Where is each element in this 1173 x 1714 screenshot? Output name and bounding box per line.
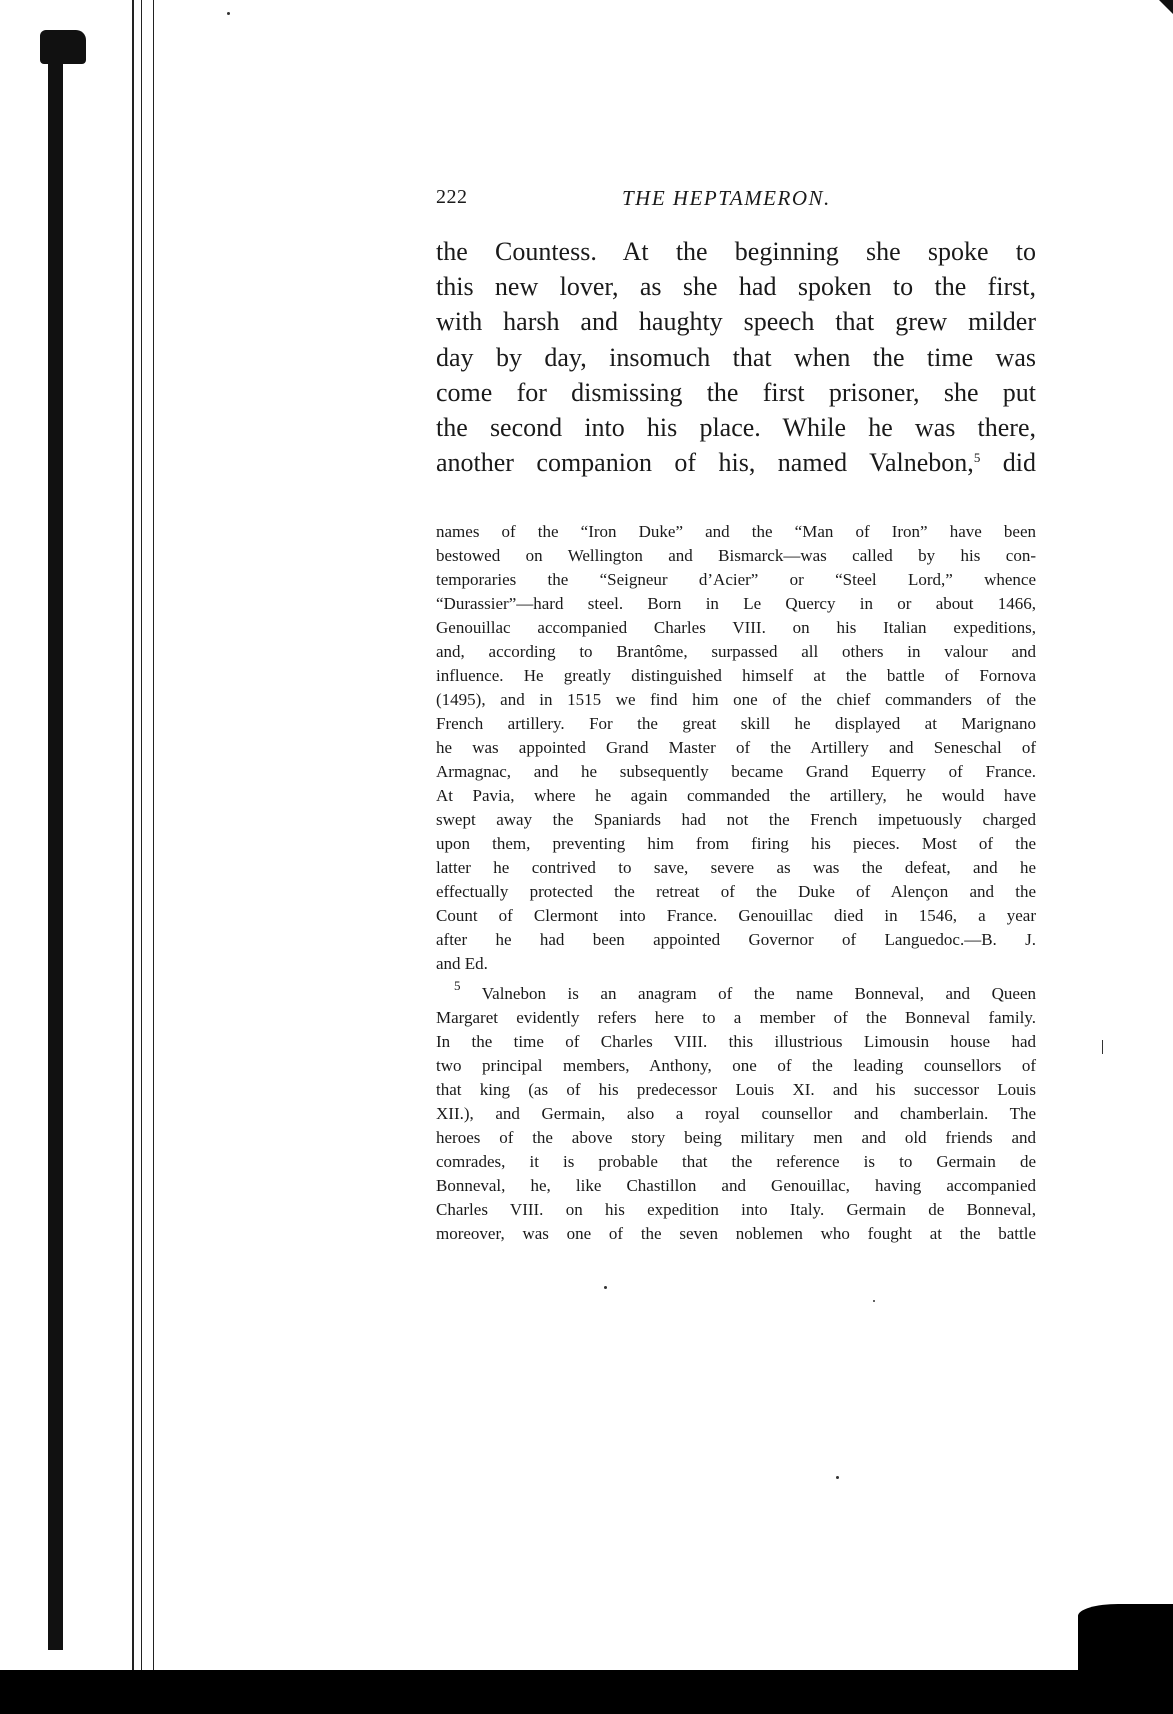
footnote-line: Genouillac accompanied Charles VIII. on his Italian expeditions,	[436, 618, 1036, 637]
binding-shadow	[40, 30, 86, 64]
footnote-line: that king (as of his predecessor Louis XI. and his successor Louis	[436, 1080, 1036, 1099]
footnote-line: Charles VIII. on his expedition into Italy. Germain de Bonneval,	[436, 1200, 1036, 1219]
binding-line	[132, 0, 134, 1700]
body-line: with harsh and haughty speech that grew milder	[436, 307, 1036, 337]
footnote-5	[436, 978, 1036, 1246]
body-line: day by day, insomuch that when the time was	[436, 342, 1036, 372]
footnote-line: moreover, was one of the seven noblemen who fought at the battle	[436, 1224, 1036, 1243]
book-title: THE HEPTAMERON.	[622, 186, 831, 210]
footnote-line: heroes of the above story being military men and old friends and	[436, 1128, 1036, 1147]
footnote-line: latter he contrived to save, severe as was the defeat, and he	[436, 858, 1036, 877]
body-line: come for dismissing the first prisoner, she put	[436, 377, 1036, 407]
binding-edge	[48, 60, 63, 1650]
footnote-continued	[436, 520, 1036, 976]
footnote-line: two principal members, Anthony, one of the leading counsellors of	[436, 1056, 1036, 1075]
running-head	[436, 186, 1040, 216]
footnote-line: temporaries the “Seigneur d’Acier” or “Steel Lord,” whence	[436, 570, 1036, 589]
footnote-line: and Ed.	[436, 954, 488, 973]
body-line: the second into his place. While he was there,	[436, 413, 1036, 443]
body-line-end: did	[980, 448, 1036, 478]
scan-corner	[1159, 0, 1173, 14]
footnote-reference: 5	[973, 450, 981, 466]
footnote-line: influence. He greatly distinguished himself at the battle of Fornova	[436, 666, 1036, 685]
footnote-line: bestowed on Wellington and Bismarck—was called by his con-	[436, 546, 1036, 565]
footnote-line: XII.), and Germain, also a royal counsellor and chamberlain. The	[436, 1104, 1036, 1123]
body-line: the Countess. At the beginning she spoke to	[436, 237, 1036, 266]
footnote-line: and, according to Brantôme, surpassed all others in valour and	[436, 642, 1036, 661]
scan-speck	[1102, 1040, 1103, 1054]
scan-bottom-edge	[0, 1670, 1173, 1714]
footnote-line: (1495), and in 1515 we find him one of the chief commanders of the	[436, 690, 1036, 709]
footnote-line: Margaret evidently refers here to a member of the Bonneval family.	[436, 1008, 1036, 1027]
footnote-line: swept away the Spaniards had not the French impetuously charged	[436, 810, 1036, 829]
footnotes	[436, 520, 1036, 1246]
footnote-line: Bonneval, he, like Chastillon and Genouillac, having accompanied	[436, 1176, 1036, 1195]
footnote-line: after he had been appointed Governor of Languedoc.—B. J.	[436, 930, 1036, 949]
page-number: 222	[436, 186, 468, 208]
footnote-line: effectually protected the retreat of the Duke of Alençon and the	[436, 882, 1036, 901]
footnote-marker: 5	[454, 978, 461, 993]
footnote-line: Armagnac, and he subsequently became Grand Equerry of France.	[436, 762, 1036, 781]
scan-speck	[873, 1300, 875, 1302]
scan-speck	[604, 1286, 607, 1289]
footnote-line: French artillery. For the great skill he displayed at Marignano	[436, 714, 1036, 733]
footnote-line: comrades, it is probable that the reference is to Germain de	[436, 1152, 1036, 1171]
footnote-line	[436, 978, 1036, 1006]
body-text	[436, 234, 1036, 480]
body-line-last	[436, 445, 1036, 480]
scan-speck	[836, 1476, 839, 1479]
binding-line	[153, 0, 154, 1700]
footnote-line: upon them, preventing him from firing his pieces. Most of the	[436, 834, 1036, 853]
body-line-text: another companion of his, named Valnebon,	[436, 448, 974, 478]
footnote-first-line-text: Valnebon is an anagram of the name Bonneval, and Queen	[460, 984, 1036, 1003]
footnote-line: At Pavia, where he again commanded the artillery, he would have	[436, 786, 1036, 805]
footnote-line: “Durassier”—hard steel. Born in Le Quercy in or about 1466,	[436, 594, 1036, 613]
footnote-line: names of the “Iron Duke” and the “Man of Iron” have been	[436, 522, 1036, 541]
scan-speck	[227, 12, 230, 15]
binding-line	[141, 0, 142, 1690]
footnote-line: In the time of Charles VIII. this illustrious Limousin house had	[436, 1032, 1036, 1051]
body-line: this new lover, as she had spoken to the first,	[436, 272, 1036, 302]
footnote-line: he was appointed Grand Master of the Artillery and Seneschal of	[436, 738, 1036, 757]
footnote-line: Count of Clermont into France. Genouillac died in 1546, a year	[436, 906, 1036, 925]
